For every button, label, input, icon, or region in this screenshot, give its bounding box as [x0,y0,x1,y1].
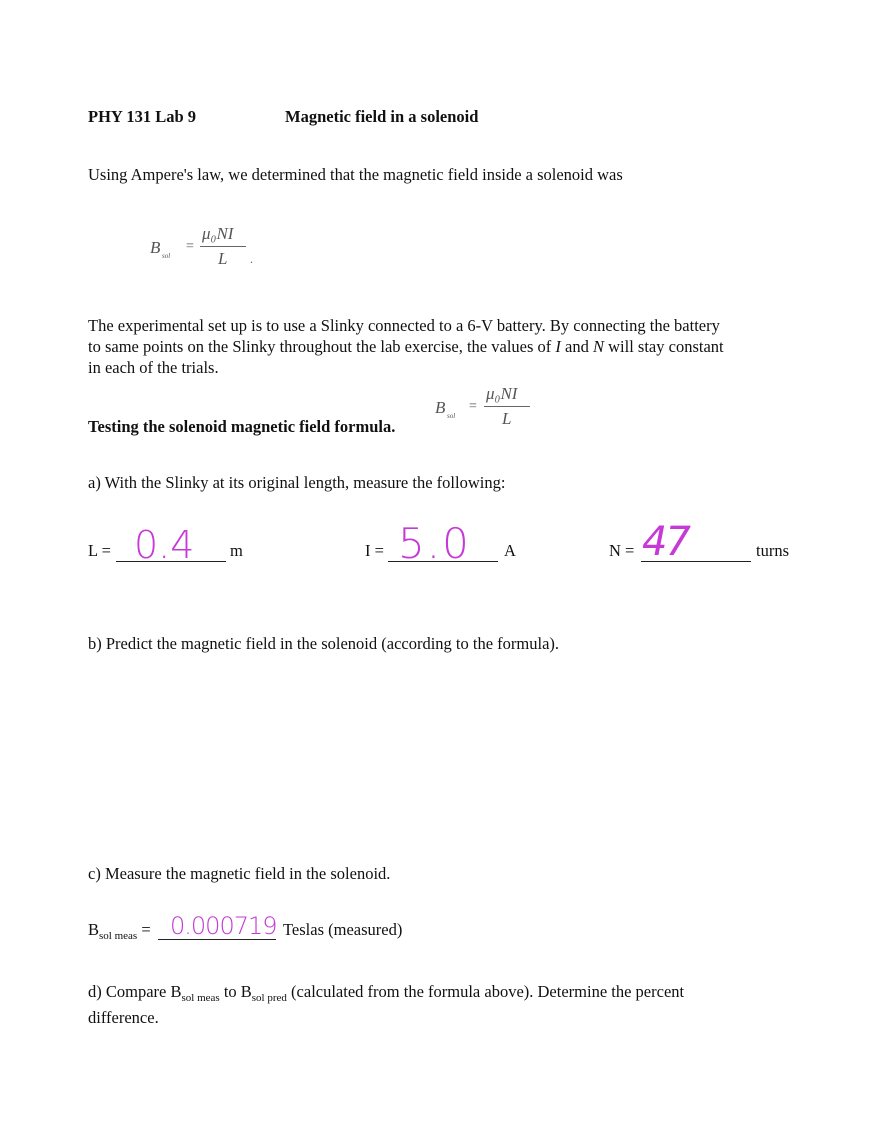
n-value-handwritten: 47 [642,519,689,565]
formula-lhs-sub: sol [162,252,171,260]
setup-line-2b: and [560,337,593,356]
i-unit: A [504,541,516,560]
b-equals: = [141,920,151,939]
formula2-lhs: B [435,398,446,417]
l-unit: m [230,541,243,560]
part-d-text-b: to B [219,982,252,1001]
formula2-lhs-sub: sol [447,412,456,420]
n-label: N = [609,541,635,560]
part-c-prompt: c) Measure the magnetic field in the solenoid. [88,864,391,883]
setup-line-2 [88,336,724,357]
b-subscript: sol meas [99,930,138,942]
part-d-line-2: difference. [88,1008,159,1027]
n-unit: turns [756,541,789,560]
i-label: I = [365,541,384,560]
formula-period: . [250,252,253,266]
fraction-bar [200,246,246,247]
course-label: PHY 131 Lab 9 [88,107,197,126]
setup-line-3: in each of the trials. [88,358,219,377]
b-sol-meas-label [88,919,151,947]
b-symbol: B [88,920,100,939]
part-d-text-c: (calculated from the formula above). Determine the percent [286,982,685,1001]
formula2-equals: = [469,399,477,414]
solenoid-formula-2 [435,383,545,438]
testing-heading: Testing the solenoid magnetic field formula. [88,417,396,436]
formula-denominator: L [218,249,228,268]
b-meas-value-handwritten: 0.000719 [170,912,277,940]
formula-lhs: B [150,238,161,257]
part-d-line-1 [88,981,684,1009]
part-d-text-a: d) Compare B [88,982,182,1001]
part-d-sub-pred: sol pred [251,992,287,1004]
l-value-handwritten: 0.4 [134,523,195,567]
formula2-numerator: μ₀NI [486,384,518,403]
fraction-bar-2 [484,406,530,407]
setup-line-1: The experimental set up is to use a Slinky connected to a 6-V battery. By connecting the battery [88,316,720,335]
page-title: Magnetic field in a solenoid [285,107,479,126]
intro-text: Using Ampere's law, we determined that the magnetic field inside a solenoid was [88,165,623,184]
setup-line-2c: will stay constant [604,337,724,356]
part-a-prompt: a) With the Slinky at its original length, measure the following: [88,473,506,492]
part-d-sub-meas: sol meas [181,992,220,1004]
formula-equals: = [186,239,194,254]
b-meas-unit: Teslas (measured) [283,920,403,939]
l-label: L = [88,541,111,560]
symbol-i: I [555,337,561,356]
symbol-n: N [592,337,604,356]
formula2-denominator: L [502,409,512,428]
formula-numerator: μ₀NI [202,224,234,243]
setup-line-2a: to same points on the Slinky throughout the lab exercise, the values of [88,337,556,356]
i-value-handwritten: 5.0 [398,519,471,568]
solenoid-formula [150,222,270,282]
part-b-prompt: b) Predict the magnetic field in the solenoid (according to the formula). [88,634,560,653]
